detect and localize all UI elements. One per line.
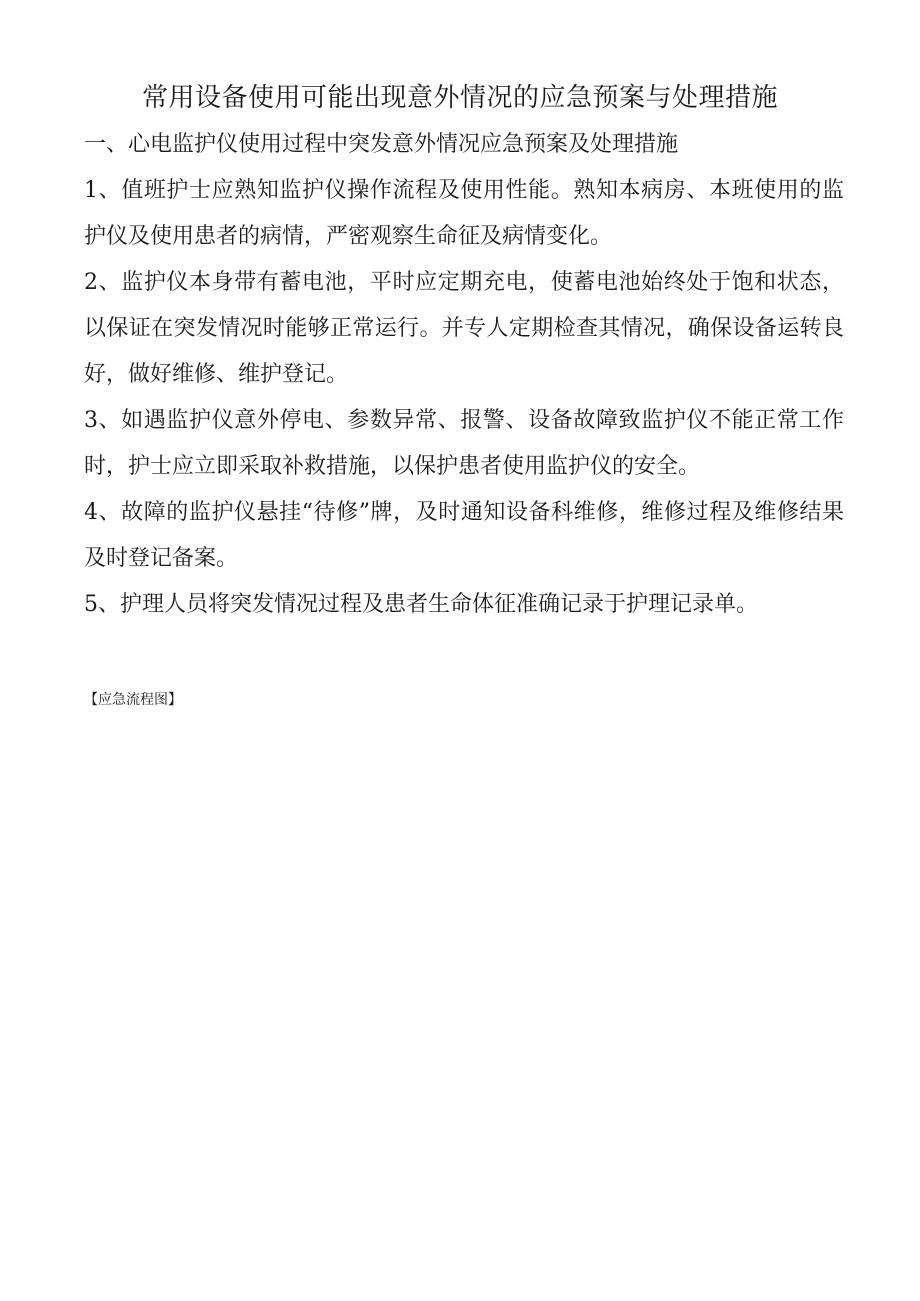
section-heading: 一、心电监护仪使用过程中突发意外情况应急预案及处理措施 [84, 132, 679, 157]
paragraph-5: 5、护理人员将突发情况过程及患者生命体征准确记录于护理记录单。 [84, 592, 758, 617]
flowchart-label: 【应急流程图】 [84, 692, 182, 708]
paragraph-2: 2、监护仪本身带有蓄电池，平时应定期充电，使蓄电池始终处于饱和状态，以保证在突发情况时能够正常运行。并专人定期检查其情况，确保设备运转良好，做好维修、维护登记。 [84, 270, 844, 387]
document-title: 常用设备使用可能出现意外情况的应急预案与处理措施 [141, 83, 778, 113]
paragraph-1: 1、值班护士应熟知监护仪操作流程及使用性能。熟知本病房、本班使用的监护仪及使用患者的病情，严密观察生命征及病情变化。 [84, 178, 844, 249]
paragraph-3: 3、如遇监护仪意外停电、参数异常、报警、设备故障致监护仪不能正常工作时，护士应立即采取补救措施，以保护患者使用监护仪的安全。 [84, 408, 844, 479]
paragraph-4: 4、故障的监护仪悬挂“待修”牌，及时通知设备科维修，维修过程及维修结果及时登记备案。 [84, 500, 844, 571]
